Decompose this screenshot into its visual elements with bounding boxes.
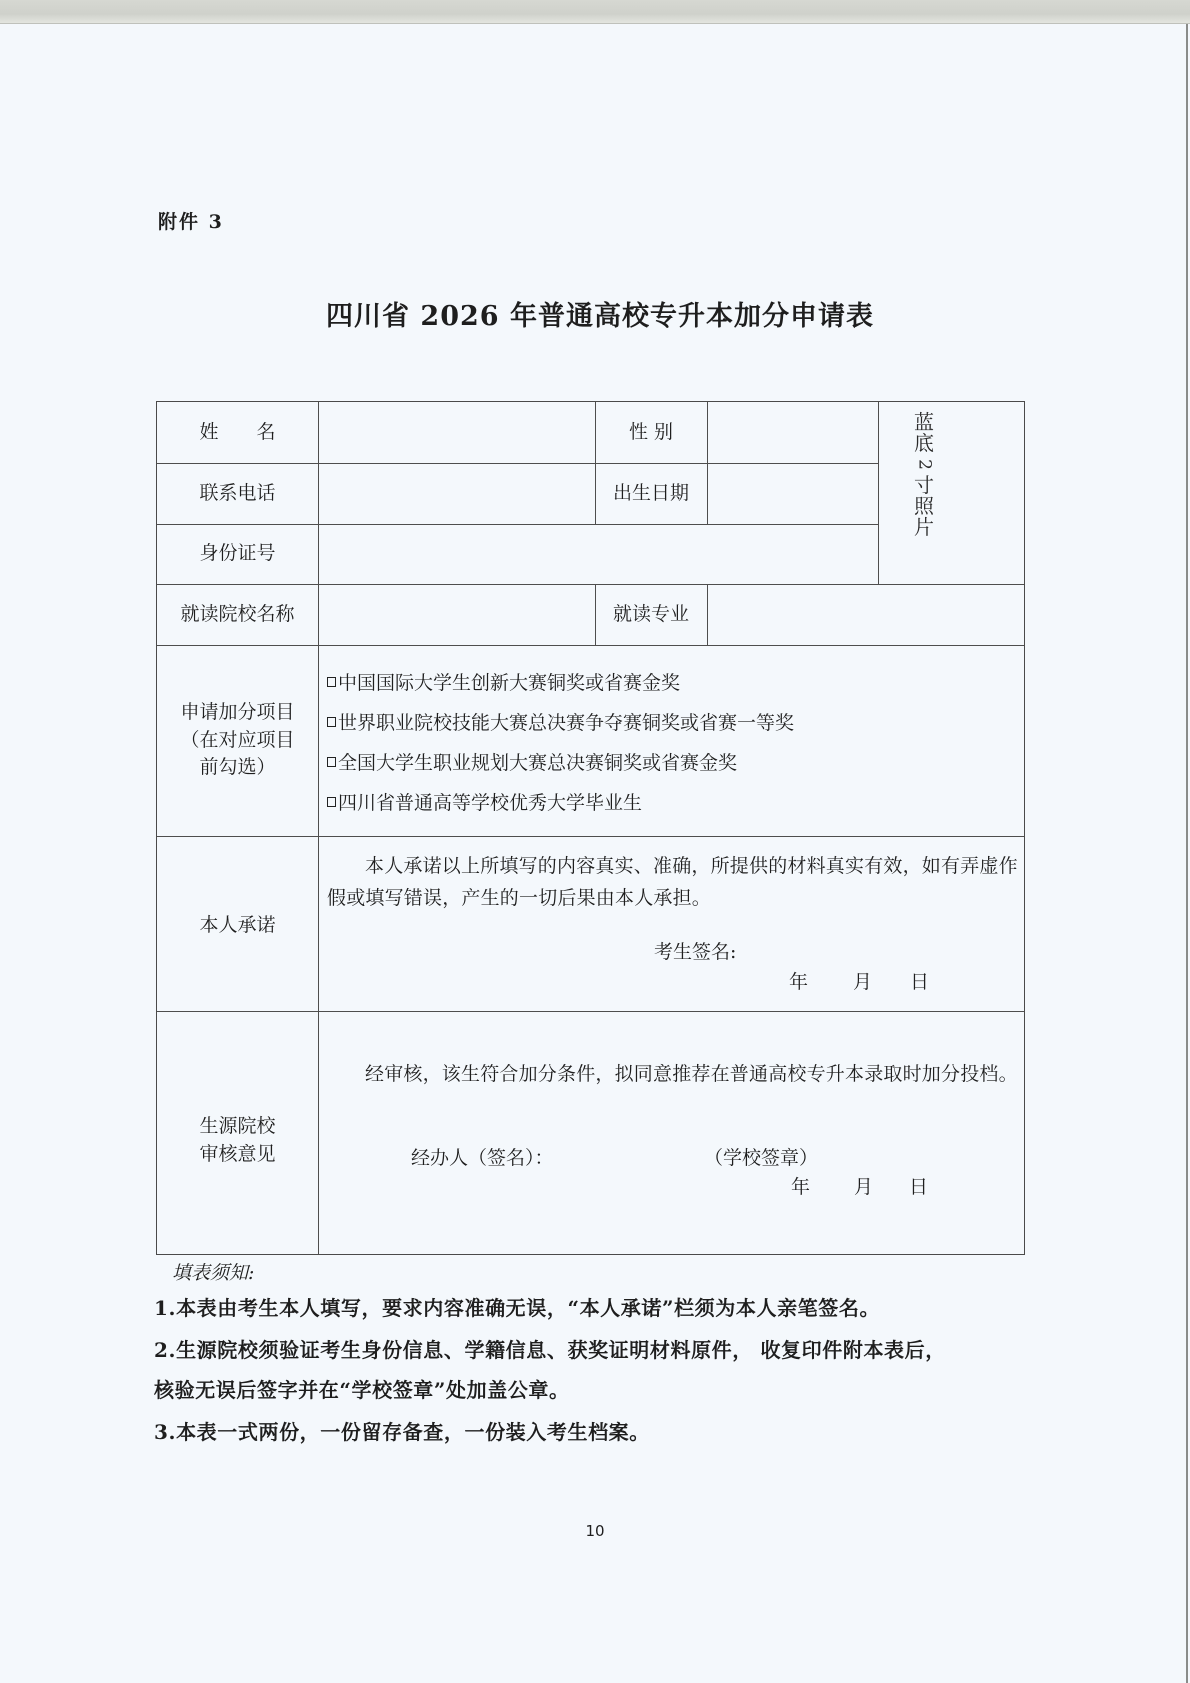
photo-char: 蓝	[914, 410, 934, 434]
handler-signature-label: 经办人（签名）：	[411, 1147, 554, 1169]
bonus-label-line: （在对应项目	[180, 728, 295, 751]
bonus-item-label: 四川省普通高等学校优秀大学毕业生	[338, 791, 643, 814]
bonus-item-vocational-skills-contest[interactable]	[327, 701, 1017, 741]
bonus-items-label	[157, 645, 318, 836]
checkbox-icon[interactable]	[327, 717, 336, 727]
pledge-date-day: 日	[910, 971, 930, 993]
pledge-signature-field[interactable]	[747, 927, 1007, 961]
notes-title: 填表须知:	[172, 1262, 255, 1284]
review-label-line: 审核意见	[199, 1142, 276, 1165]
school-review-text: 经审核，该生符合加分条件，拟同意推荐在普通高校专升本录取时加分投档。	[365, 1063, 1018, 1085]
name-field[interactable]	[318, 402, 595, 463]
scanner-top-strip	[0, 0, 1190, 24]
major-label: 就读专业	[612, 602, 689, 625]
review-label-line: 生源院校	[199, 1114, 276, 1137]
pledge-label: 本人承诺	[199, 913, 276, 936]
school-field[interactable]	[318, 584, 595, 645]
name-label: 姓 名	[199, 420, 276, 443]
birthdate-field[interactable]	[707, 463, 878, 524]
photo-char: 寸	[914, 473, 934, 497]
photo-char: 照	[914, 494, 934, 518]
note-item: 2.生源院校须验证考生身份信息、学籍信息、获奖证明材料原件， 收复印件附本表后，	[154, 1338, 946, 1362]
phone-label: 联系电话	[199, 481, 276, 504]
bonus-item-outstanding-graduate[interactable]	[327, 781, 1017, 821]
review-date-day: 日	[909, 1176, 929, 1198]
pledge-date-year: 年	[789, 971, 809, 993]
school-label: 就读院校名称	[180, 602, 295, 625]
review-date-year: 年	[791, 1176, 811, 1198]
page-right-edge	[1186, 24, 1188, 1683]
application-form	[156, 401, 1025, 1255]
birthdate-label: 出生日期	[612, 481, 689, 504]
bonus-item-label: 中国国际大学生创新大赛铜奖或省赛金奖	[338, 671, 681, 694]
document-title: 四川省 2026 年普通高校专升本加分申请表	[326, 301, 874, 332]
school-stamp-label: （学校签章）	[704, 1147, 819, 1169]
photo-box[interactable]	[878, 402, 1024, 584]
photo-placeholder-text	[912, 412, 936, 538]
gender-label: 性 别	[628, 420, 674, 443]
page-number: 10	[585, 1522, 605, 1540]
photo-char: 底	[914, 431, 934, 455]
bonus-item-label: 世界职业院校技能大赛总决赛争夺赛铜奖或省赛一等奖	[338, 711, 795, 734]
photo-char: 片	[914, 515, 934, 539]
checkbox-icon[interactable]	[327, 757, 336, 767]
pledge-text: 本人承诺以上所填写的内容真实、准确，所提供的材料真实有效，如有弄虚作假或填写错误，产生的一切后果由本人承担。	[327, 855, 1018, 909]
phone-field[interactable]	[318, 463, 595, 524]
pledge-date-month: 月	[853, 971, 873, 993]
major-field[interactable]	[707, 584, 1024, 645]
photo-char: 2	[914, 459, 935, 470]
checkbox-icon[interactable]	[327, 677, 336, 687]
id-number-field[interactable]	[318, 524, 878, 584]
bonus-label-line: 前勾选）	[199, 756, 276, 779]
bonus-item-innovation-contest[interactable]	[327, 661, 1017, 701]
note-item: 核验无误后签字并在“学校签章”处加盖公章。	[154, 1378, 570, 1402]
attachment-label: 附件 3	[158, 211, 224, 233]
gender-field[interactable]	[707, 402, 878, 463]
pledge-signature-label: 考生签名:	[654, 941, 737, 963]
note-item: 3.本表一式两份，一份留存备查，一份装入考生档案。	[154, 1420, 650, 1444]
note-item: 1.本表由考生本人填写，要求内容准确无误，“本人承诺”栏须为本人亲笔签名。	[154, 1296, 881, 1320]
bonus-label-line: 申请加分项目	[180, 701, 295, 724]
school-review-label	[157, 1011, 318, 1254]
review-date-month: 月	[854, 1176, 874, 1198]
id-number-label: 身份证号	[199, 542, 276, 565]
bonus-item-label: 全国大学生职业规划大赛总决赛铜奖或省赛金奖	[338, 751, 738, 774]
bonus-item-career-planning-contest[interactable]	[327, 741, 1017, 781]
checkbox-icon[interactable]	[327, 797, 336, 807]
bonus-items-list	[327, 661, 1017, 821]
